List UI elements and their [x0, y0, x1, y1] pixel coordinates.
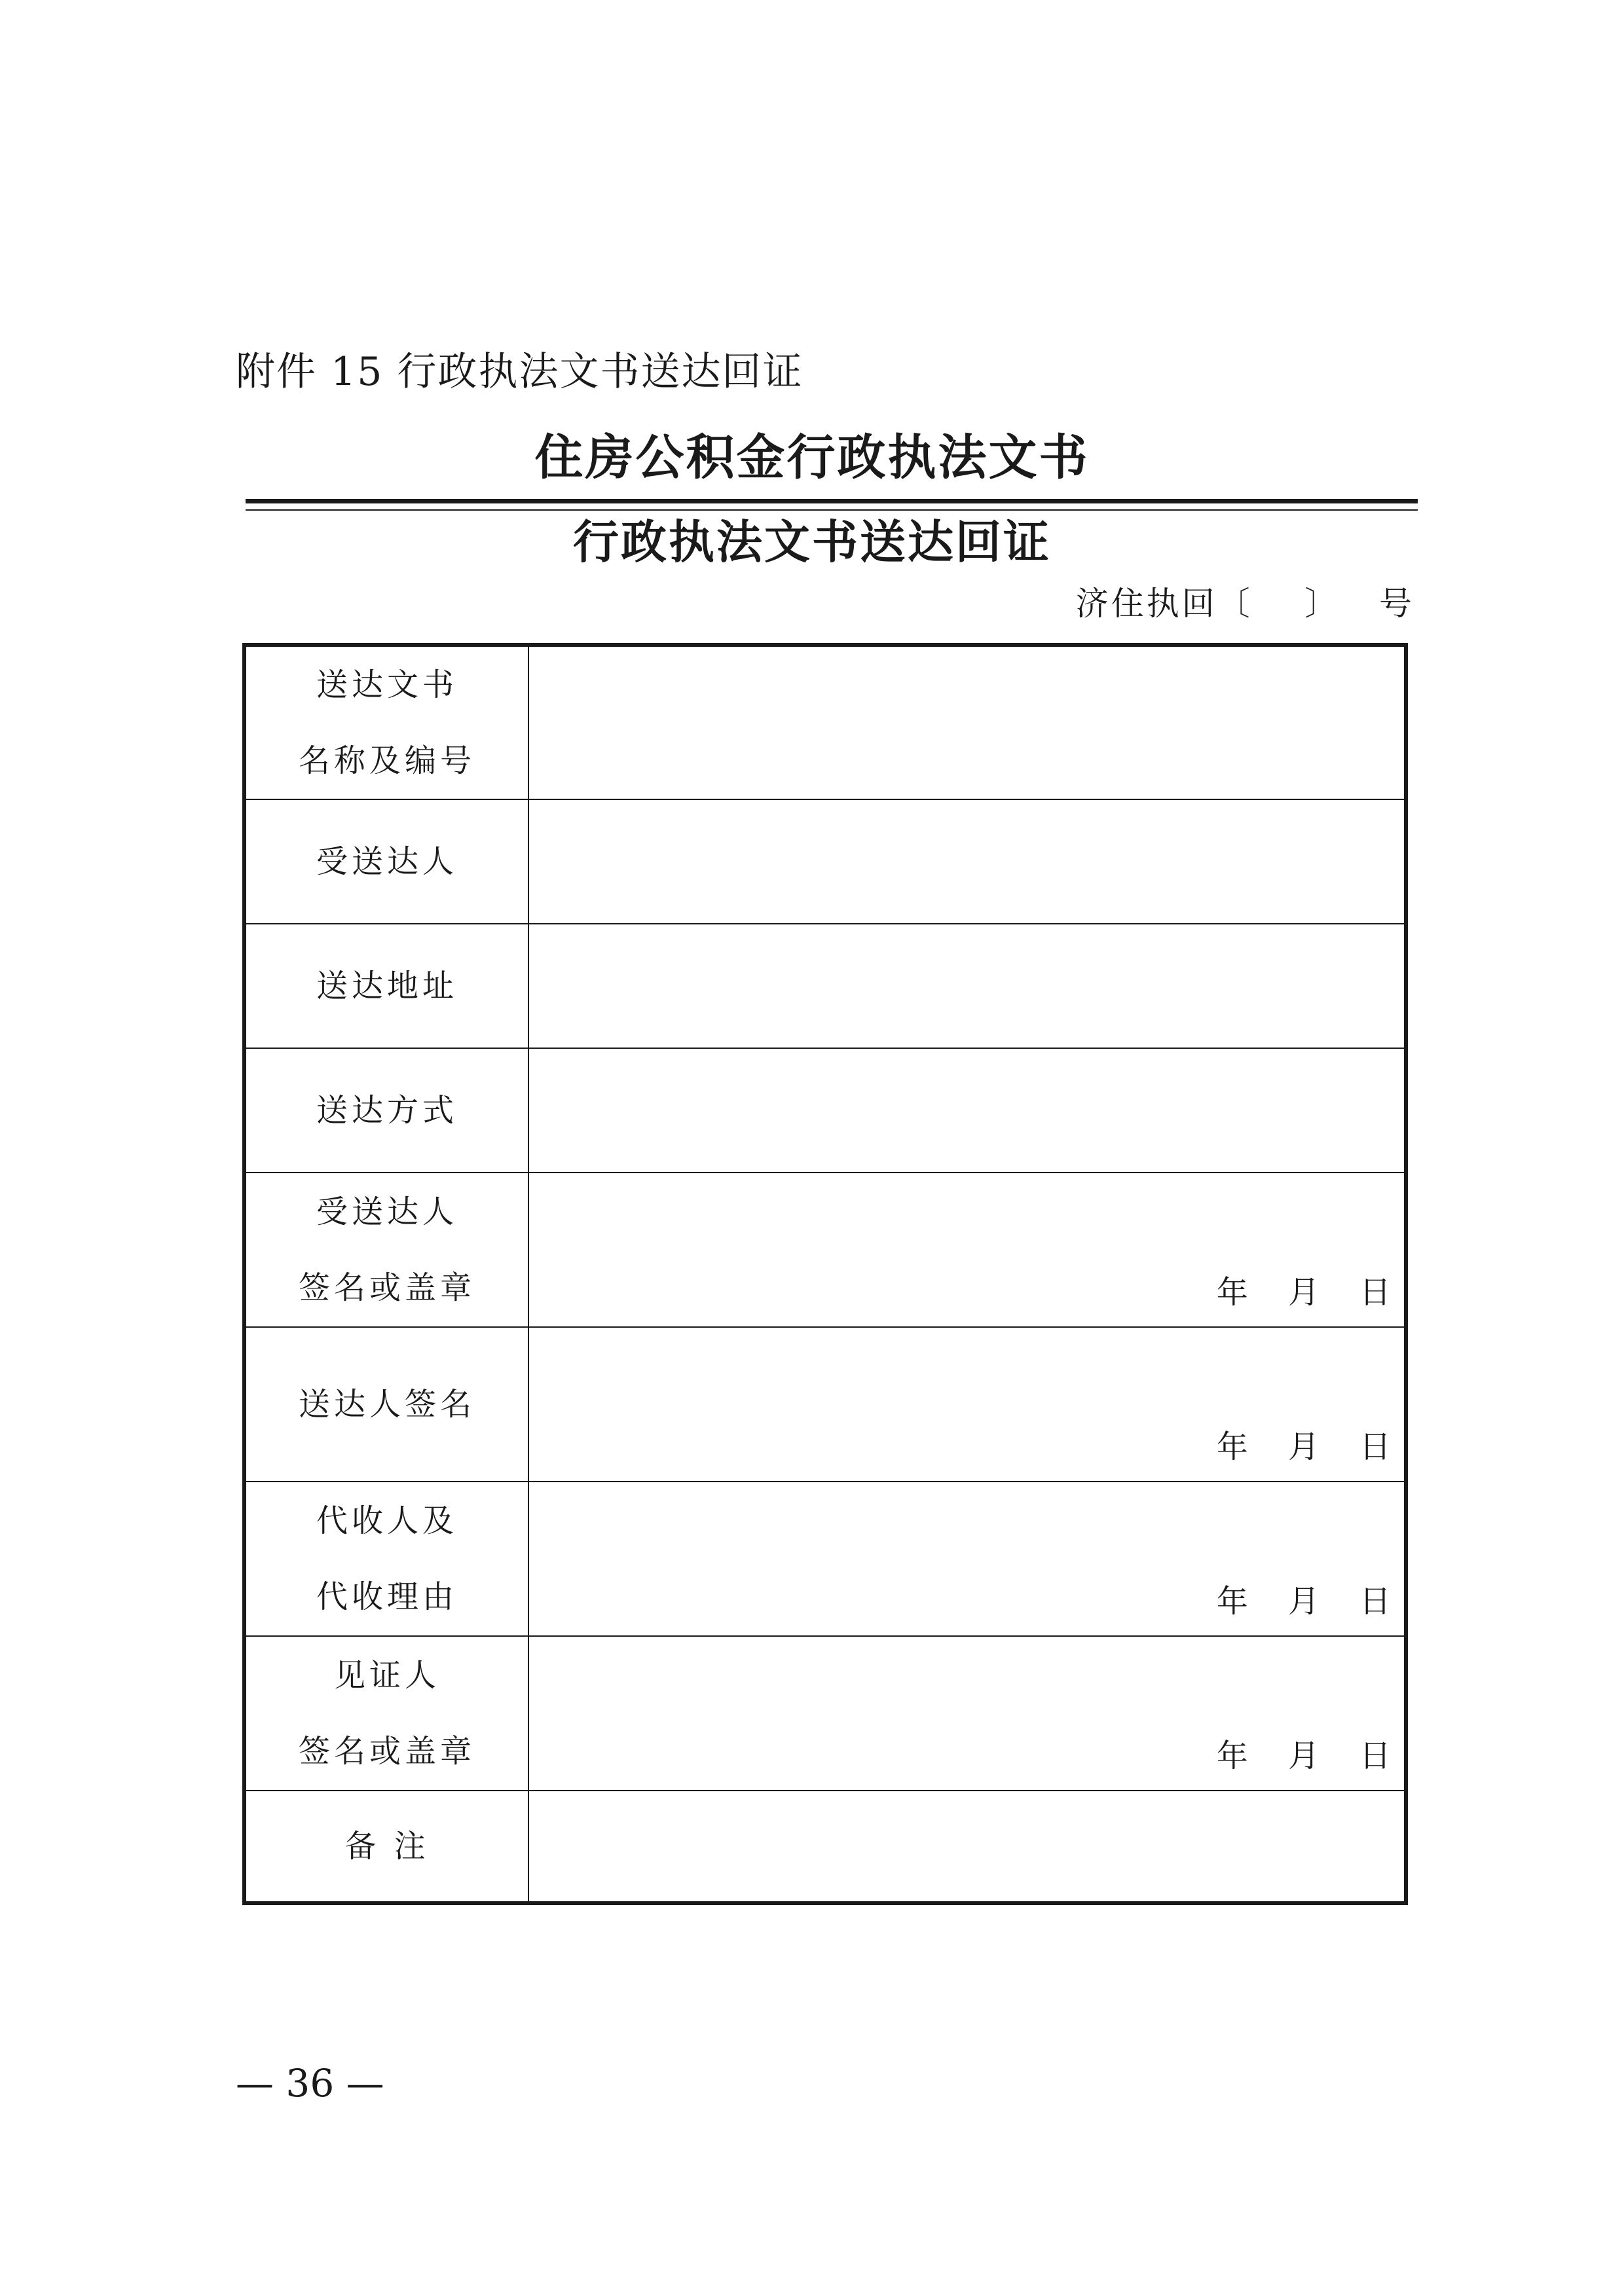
- label-recipient: [244, 799, 528, 924]
- row-witness-signature: [244, 1636, 1406, 1791]
- document-title: 行政执法文书送达回证: [573, 515, 1051, 569]
- label-line: 送达方式: [316, 1092, 458, 1129]
- row-recipient: [244, 799, 1406, 924]
- date-placeholder: 年 月 日: [1216, 1274, 1391, 1311]
- row-recipient-signature: [244, 1173, 1406, 1327]
- label-line: 受送达人: [316, 843, 458, 880]
- label-line: 签名或盖章: [298, 1269, 475, 1306]
- date-placeholder: 年 月 日: [1216, 1738, 1391, 1774]
- label-method: [244, 1048, 528, 1173]
- label-line: 送达地址: [316, 968, 458, 1004]
- field-recipient[interactable]: [528, 799, 1406, 924]
- row-document-name: [244, 645, 1406, 799]
- label-server-signature: [244, 1327, 528, 1482]
- date-placeholder: 年 月 日: [1216, 1583, 1391, 1620]
- field-recipient-signature[interactable]: [528, 1173, 1406, 1327]
- field-remarks[interactable]: [528, 1791, 1406, 1903]
- field-address[interactable]: [528, 924, 1406, 1048]
- field-witness-signature[interactable]: [528, 1636, 1406, 1791]
- label-document-name: [244, 645, 528, 799]
- label-line: 送达文书: [316, 666, 458, 703]
- label-line: 受送达人: [316, 1194, 458, 1230]
- field-method[interactable]: [528, 1048, 1406, 1173]
- document-number: 济住执回〔 〕 号: [1075, 585, 1414, 623]
- label-line: 见证人: [333, 1657, 440, 1694]
- label-line: 送达人签名: [298, 1386, 475, 1423]
- label-proxy-receiver: [244, 1482, 528, 1636]
- label-line: 代收理由: [316, 1578, 458, 1615]
- row-proxy-receiver: [244, 1482, 1406, 1636]
- label-remarks: [244, 1791, 528, 1903]
- service-receipt-form: [242, 643, 1408, 1905]
- page-number: — 36 —: [236, 2061, 384, 2105]
- label-address: [244, 924, 528, 1048]
- header-rule-thick: [246, 499, 1418, 503]
- row-address: [244, 924, 1406, 1048]
- row-server-signature: [244, 1327, 1406, 1482]
- label-line: 代收人及: [316, 1503, 458, 1539]
- attachment-heading: 附件 15 行政执法文书送达回证: [236, 349, 803, 395]
- label-line: 名称及编号: [298, 742, 475, 779]
- field-server-signature[interactable]: [528, 1327, 1406, 1482]
- row-method: [244, 1048, 1406, 1173]
- label-line: 签名或盖章: [298, 1733, 475, 1770]
- row-remarks: [244, 1791, 1406, 1903]
- label-line: 备 注: [344, 1828, 430, 1865]
- field-proxy-receiver[interactable]: [528, 1482, 1406, 1636]
- organization-title: 住房公积金行政执法文书: [534, 429, 1090, 486]
- date-placeholder: 年 月 日: [1216, 1429, 1391, 1465]
- label-witness-signature: [244, 1636, 528, 1791]
- label-recipient-signature: [244, 1173, 528, 1327]
- field-document-name[interactable]: [528, 645, 1406, 799]
